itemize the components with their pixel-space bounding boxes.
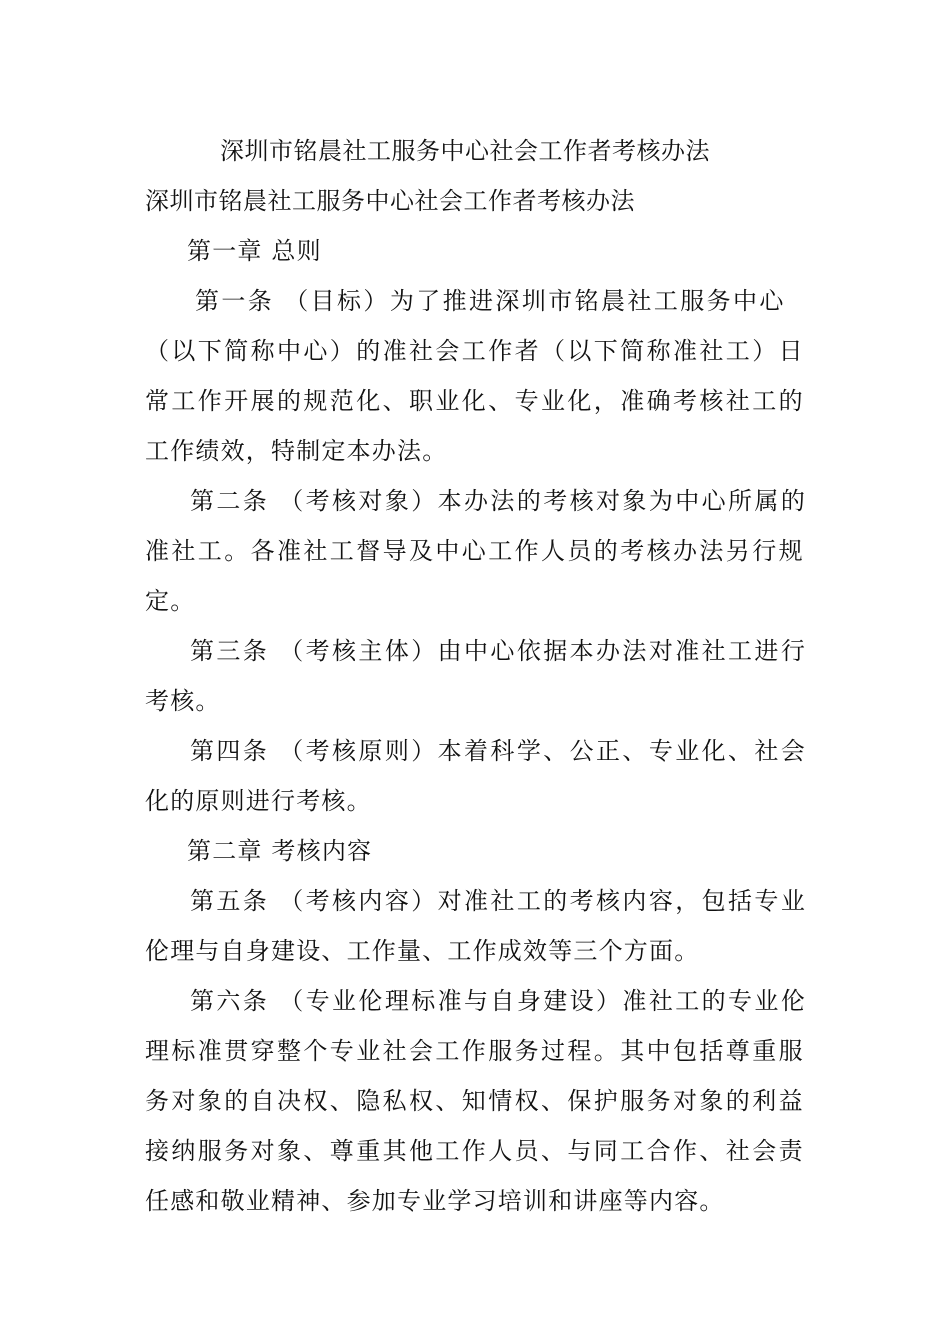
article-3-line: 第三条 （考核主体）由中心依据本办法对准社工进行 bbox=[190, 637, 808, 665]
document-subtitle: 深圳市铭晨社工服务中心社会工作者考核办法 bbox=[145, 187, 635, 215]
chapter-heading-1: 第一章 总则 bbox=[187, 237, 322, 265]
article-4-line: 第四条 （考核原则）本着科学、公正、专业化、社会 bbox=[190, 737, 808, 765]
article-6-line: 务对象的自决权、隐私权、知情权、保护服务对象的利益 bbox=[145, 1087, 805, 1115]
article-1-line: 第一条 （目标）为了推进深圳市铭晨社工服务中心 bbox=[195, 287, 786, 315]
chapter-heading-2: 第二章 考核内容 bbox=[187, 837, 373, 865]
article-3-line: 考核。 bbox=[145, 687, 221, 715]
article-6-line: 理标准贯穿整个专业社会工作服务过程。其中包括尊重服 bbox=[145, 1037, 805, 1065]
article-2-line: 第二条 （考核对象）本办法的考核对象为中心所属的 bbox=[190, 487, 808, 515]
article-4-line: 化的原则进行考核。 bbox=[145, 787, 372, 815]
article-1-line: 工作绩效，特制定本办法。 bbox=[145, 437, 448, 465]
article-1-line: （以下简称中心）的准社会工作者（以下简称准社工）日 bbox=[145, 337, 805, 365]
article-6-line: 任感和敬业精神、参加专业学习培训和讲座等内容。 bbox=[145, 1187, 725, 1215]
article-2-line: 定。 bbox=[145, 587, 196, 615]
article-2-line: 准社工。各准社工督导及中心工作人员的考核办法另行规 bbox=[145, 537, 805, 565]
article-6-line: 第六条 （专业伦理标准与自身建设）准社工的专业伦 bbox=[190, 987, 808, 1015]
article-6-line: 接纳服务对象、尊重其他工作人员、与同工合作、社会责 bbox=[145, 1137, 805, 1165]
article-5-line: 伦理与自身建设、工作量、工作成效等三个方面。 bbox=[145, 937, 700, 965]
document-title: 深圳市铭晨社工服务中心社会工作者考核办法 bbox=[220, 137, 710, 165]
article-5-line: 第五条 （考核内容）对准社工的考核内容，包括专业 bbox=[190, 887, 808, 915]
article-1-line: 常工作开展的规范化、职业化、专业化，准确考核社工的 bbox=[145, 387, 805, 415]
